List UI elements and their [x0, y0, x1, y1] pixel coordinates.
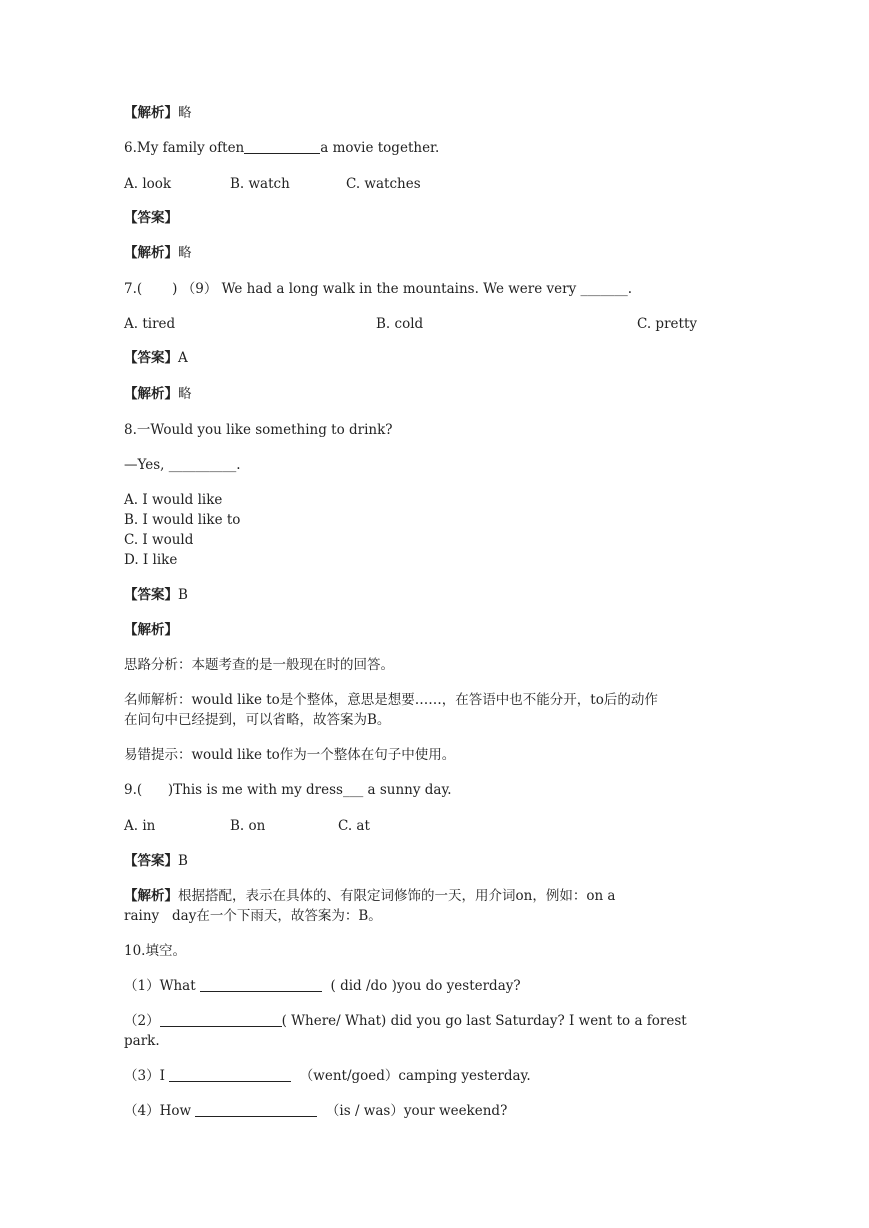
- answer-text: B: [178, 587, 188, 603]
- q7-stem: 7.( ) （9） We had a long walk in the mountains. We were very _______.: [124, 281, 633, 297]
- q10-item-4-blank: [195, 1102, 317, 1117]
- q9-answer: [124, 851, 188, 871]
- q8-answer: [124, 585, 188, 605]
- q7-option-c: C. pretty: [637, 316, 697, 332]
- answer-text: A: [178, 350, 188, 366]
- analysis-tag: 【解析】: [124, 888, 178, 904]
- q6-answer: [124, 208, 178, 228]
- q5-analysis: [124, 103, 192, 123]
- item-before: （1）What: [124, 978, 200, 994]
- q9-option-b: B. on: [230, 818, 266, 834]
- q10-item-2-blank: [160, 1012, 282, 1027]
- q8-teacher-line-1: 名师解析：would like to是个整体，意思是想要……，在答语中也不能分开，to后的动作: [124, 692, 658, 708]
- q10-item-1-blank: [200, 977, 322, 992]
- q10-title: 10.填空。: [124, 943, 186, 959]
- q9-option-c: C. at: [338, 818, 370, 834]
- q6-option-a: A. look: [124, 176, 172, 192]
- analysis-tag: 【解析】: [124, 386, 178, 402]
- q10-item-4: [124, 1101, 507, 1121]
- q6-stem-after: a movie together.: [320, 140, 440, 156]
- analysis-tag: 【解析】: [124, 245, 178, 261]
- q10-item-2: [124, 1011, 687, 1031]
- q9-option-a: A. in: [124, 818, 156, 834]
- answer-tag: 【答案】: [124, 853, 178, 869]
- analysis-tag: 【解析】: [124, 105, 178, 121]
- q6-stem: [124, 138, 439, 158]
- q6-blank: [244, 139, 320, 154]
- q8-option-b: B. I would like to: [124, 512, 241, 528]
- item-before: （3）I: [124, 1068, 170, 1084]
- q6-stem-before: 6.My family often: [124, 140, 245, 156]
- item-before: （2）: [124, 1013, 160, 1029]
- q8-option-c: C. I would: [124, 532, 194, 548]
- q7-option-b: B. cold: [376, 316, 424, 332]
- analysis-text: 略: [178, 245, 192, 261]
- q8-stem: 8.一Would you like something to drink?: [124, 422, 393, 438]
- q9-analysis-line-2: rainy day在一个下雨天，故答案为：B。: [124, 908, 382, 924]
- answer-tag: 【答案】: [124, 350, 178, 366]
- analysis-text: 根据搭配，表示在具体的、有限定词修饰的一天，用介词on，例如：on a: [178, 888, 616, 904]
- q6-option-b: B. watch: [230, 176, 290, 192]
- q8-option-a: A. I would like: [124, 492, 223, 508]
- item-after: ( did /do )you do yesterday?: [321, 978, 521, 994]
- analysis-text: 略: [178, 386, 192, 402]
- q7-answer: [124, 348, 188, 368]
- q8-teacher-line-2: 在问句中已经提到，可以省略，故答案为B。: [124, 712, 391, 728]
- q10-item-3: [124, 1066, 531, 1086]
- q9-stem: 9.( )This is me with my dress___ a sunny day.: [124, 782, 452, 798]
- q9-analysis-line-1: [124, 886, 615, 906]
- q7-analysis: [124, 384, 192, 404]
- q7-option-a: A. tired: [124, 316, 176, 332]
- q10-item-2-cont: park.: [124, 1033, 160, 1049]
- q6-option-c: C. watches: [346, 176, 421, 192]
- answer-tag: 【答案】: [124, 587, 178, 603]
- analysis-text: 略: [178, 105, 192, 121]
- q8-reply: —Yes, __________.: [124, 457, 241, 473]
- q8-tip: 易错提示：would like to作为一个整体在句子中使用。: [124, 747, 456, 763]
- answer-tag: 【答案】: [124, 210, 178, 226]
- item-after: （went/goed）camping yesterday.: [291, 1068, 531, 1084]
- q8-option-d: D. I like: [124, 552, 178, 568]
- item-after: ( Where/ What) did you go last Saturday? I went to a forest: [281, 1013, 687, 1029]
- q8-thinking: 思路分析：本题考查的是一般现在时的回答。: [124, 657, 394, 673]
- item-before: （4）How: [124, 1103, 196, 1119]
- item-after: （is / was）your weekend?: [317, 1103, 508, 1119]
- q10-item-1: [124, 976, 521, 996]
- analysis-tag: 【解析】: [124, 622, 178, 638]
- q8-analysis-tag: [124, 620, 178, 640]
- q10-item-3-blank: [169, 1067, 291, 1082]
- q6-analysis: [124, 243, 192, 263]
- answer-text: B: [178, 853, 188, 869]
